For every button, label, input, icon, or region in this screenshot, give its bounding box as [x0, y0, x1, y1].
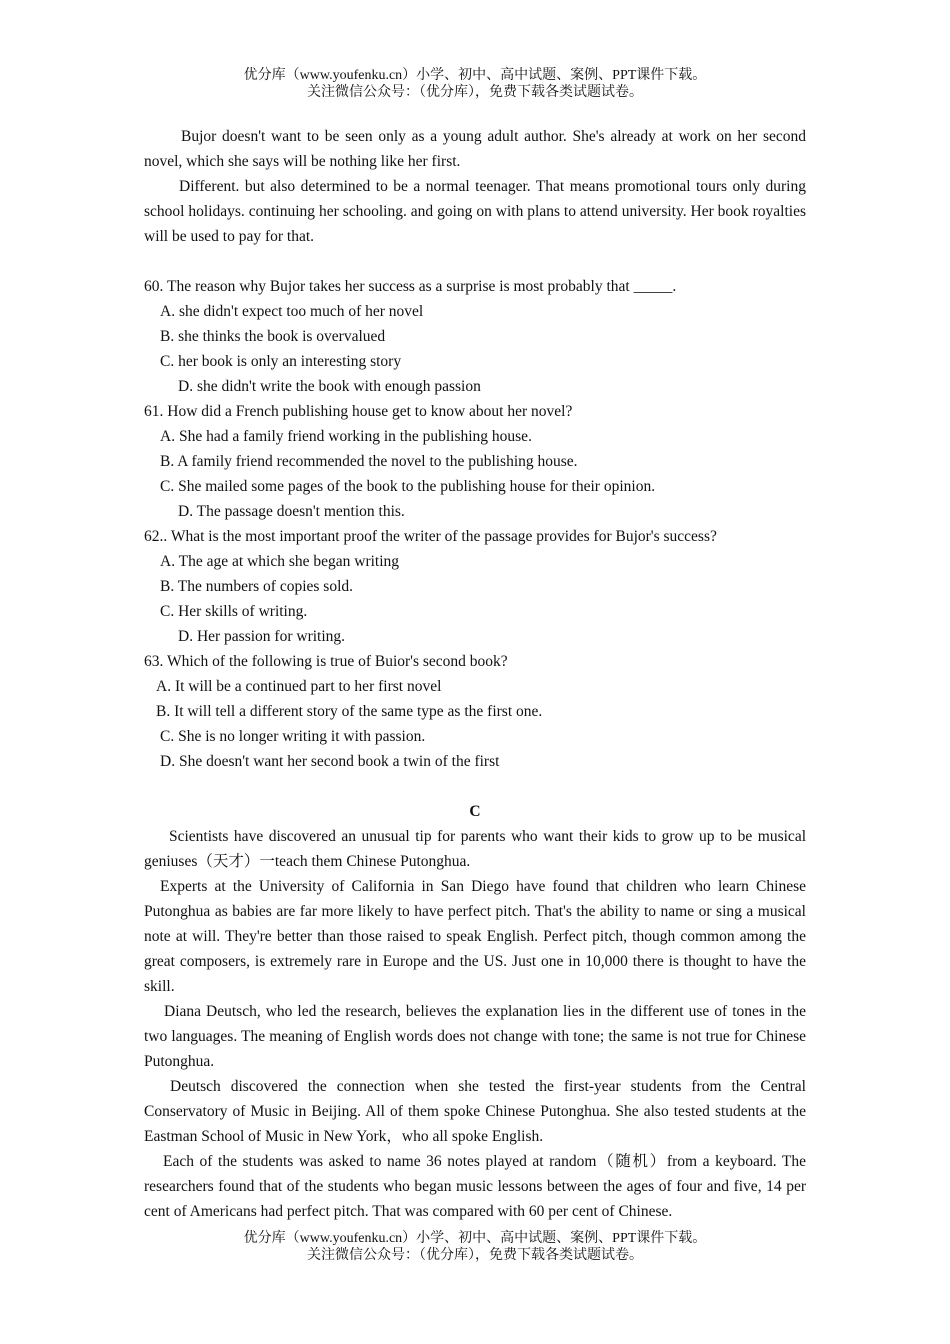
passage-c-paragraph: Deutsch discovered the connection when she tested the first-year students from the Central Conservatory of Music in Beijing. All of them spoke Chinese Putonghua. She also tested students at the Eastman School of Music in New York，who all spoke English.	[144, 1078, 806, 1145]
option-a: A. The age at which she began writing	[160, 553, 400, 570]
passage-c-paragraph: Diana Deutsch, who led the research, believes the explanation lies in the different use of tones in the two languages. The meaning of English words does not change with tone; the same is not true for Chinese Putonghua.	[144, 1003, 806, 1070]
footer-line-2: 关注微信公众号：（优分库），免费下载各类试题试卷。	[307, 1248, 643, 1263]
spacer	[144, 249, 806, 274]
option-d: D. The passage doesn't mention this.	[178, 503, 405, 520]
question-63	[144, 649, 806, 774]
option-c: C. She mailed some pages of the book to the publishing house for their opinion.	[160, 478, 656, 495]
option-d: D. she didn't write the book with enough passion	[178, 378, 481, 395]
option-c: C. Her skills of writing.	[160, 603, 308, 620]
passage-c-paragraph: Scientists have discovered an unusual tip for parents who want their kids to grow up to be musical geniuses（天才）一teach them Chinese Putonghua.	[144, 828, 806, 870]
header-line-1: 优分库（www.youfenku.cn）小学、初中、高中试题、案例、PPT课件下载。	[243, 68, 707, 83]
option-a: A. she didn't expect too much of her novel	[160, 303, 424, 320]
passage-c	[144, 799, 806, 1224]
option-b: B. It will tell a different story of the same type as the first one.	[156, 703, 543, 720]
question-stem: 62.. What is the most important proof the writer of the passage provides for Bujor's success?	[144, 528, 717, 545]
option-b: B. she thinks the book is overvalued	[160, 328, 386, 345]
passage-c-paragraph: Experts at the University of California in San Diego have found that children who learn Chinese Putonghua as babies are far more likely to have perfect pitch. That's the ability to name or sing a musical note at will. They're better than those raised to speak English. Perfect pitch, though common among the great composers, is extremely rare in Europe and the US. Just one in 10,000 there is thought to have the skill.	[144, 878, 806, 995]
page-footer	[0, 1230, 950, 1264]
page-content	[144, 124, 806, 1224]
option-a: A. She had a family friend working in the publishing house.	[160, 428, 532, 445]
passage-b	[144, 124, 806, 249]
option-b: B. A family friend recommended the novel to the publishing house.	[160, 453, 578, 470]
question-61	[144, 399, 806, 524]
question-stem: 63. Which of the following is true of Buior's second book?	[144, 653, 508, 670]
passage-c-paragraph: Each of the students was asked to name 36 notes played at random（随机）from a keyboard. The researchers found that of the students who began music lessons between the ages of four and five, 14 per cent of Americans had perfect pitch. That was compared with 60 per cent of Chinese.	[144, 1153, 806, 1220]
question-stem: 60. The reason why Bujor takes her success as a surprise is most probably that _____.	[144, 278, 677, 295]
option-a: A. It will be a continued part to her first novel	[156, 678, 442, 695]
passage-b-paragraph: Bujor doesn't want to be seen only as a young adult author. She's already at work on her second novel, which she says will be nothing like her first.	[144, 128, 806, 170]
passage-b-paragraph: Different. but also determined to be a normal teenager. That means promotional tours only during school holidays. continuing her schooling. and going on with plans to attend university. Her book royalties will be used to pay for that.	[144, 178, 806, 245]
page-header	[0, 67, 950, 101]
option-d: D. She doesn't want her second book a twin of the first	[160, 753, 500, 770]
spacer	[144, 774, 806, 799]
question-62	[144, 524, 806, 649]
section-title: C	[469, 803, 481, 820]
option-b: B. The numbers of copies sold.	[160, 578, 354, 595]
footer-line-1: 优分库（www.youfenku.cn）小学、初中、高中试题、案例、PPT课件下载。	[243, 1231, 707, 1246]
question-stem: 61. How did a French publishing house get to know about her novel?	[144, 403, 573, 420]
option-c: C. her book is only an interesting story	[160, 353, 402, 370]
option-c: C. She is no longer writing it with passion.	[160, 728, 426, 745]
header-line-2: 关注微信公众号：（优分库），免费下载各类试题试卷。	[307, 85, 643, 100]
question-60	[144, 274, 806, 399]
option-d: D. Her passion for writing.	[178, 628, 346, 645]
